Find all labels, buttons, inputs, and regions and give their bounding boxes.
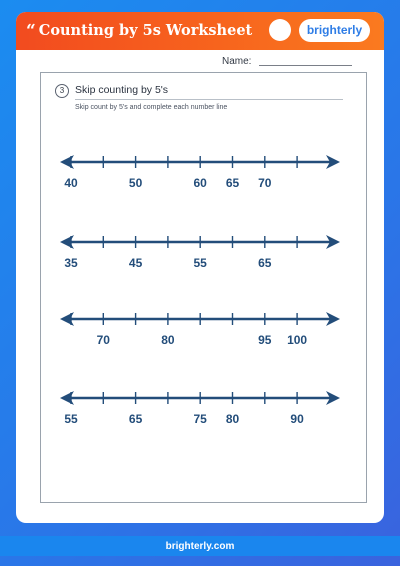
tick-label: 45: [128, 256, 143, 270]
brand-logo-text: brighterly: [306, 23, 363, 37]
worksheet-page: [16, 12, 384, 523]
tick-label: 55: [64, 412, 78, 426]
tick-label: 65: [128, 412, 143, 426]
tick-label: 60: [193, 176, 207, 190]
number-line: [60, 391, 340, 405]
tick-label: 70: [258, 176, 272, 190]
footer-bar: [0, 536, 400, 556]
worksheet-title-text: Counting by 5s Worksheet: [38, 22, 253, 39]
footer-url: brighterly.com: [165, 541, 235, 552]
tick-label: 65: [225, 176, 240, 190]
tick-label: 80: [225, 412, 240, 426]
section-instructions: Skip count by 5's and complete each number line: [75, 104, 228, 111]
name-label: Name:: [222, 56, 252, 67]
tick-label: 50: [128, 176, 143, 190]
number-line: [60, 312, 340, 326]
section-number-badge: 3: [55, 84, 69, 98]
tick-label: 35: [64, 256, 78, 270]
tick-label: 95: [258, 333, 272, 347]
number-line: [60, 235, 340, 249]
tick-label: 80: [161, 333, 175, 347]
tick-label: 100: [287, 333, 308, 347]
tick-label: 70: [96, 333, 110, 347]
tick-label: 65: [258, 256, 272, 270]
section-title: Skip counting by 5's: [75, 84, 169, 96]
tick-label: 40: [64, 176, 78, 190]
tick-label: 75: [193, 412, 207, 426]
tick-label: 90: [290, 412, 304, 426]
quote-mark: “: [26, 21, 36, 41]
number-line: [60, 155, 340, 169]
tick-label: 55: [193, 256, 207, 270]
